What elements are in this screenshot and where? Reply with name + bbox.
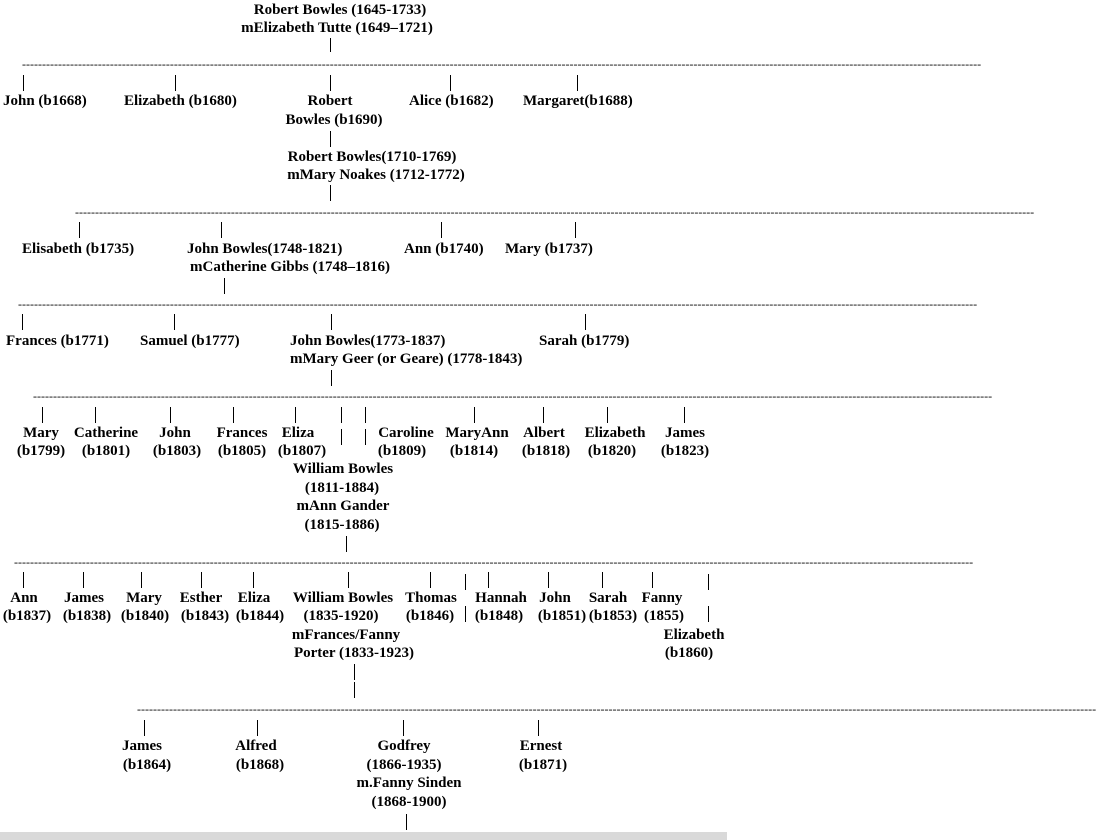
person-maryann-1814-name: MaryAnn (445, 425, 509, 441)
connector-line (575, 222, 576, 238)
connector-line (684, 407, 685, 423)
connector-line (430, 572, 431, 588)
connector-line (144, 720, 145, 736)
person-john-1668: John (b1668) (3, 93, 87, 109)
connector-line (346, 536, 347, 552)
person-esther-1843-born: (b1843) (180, 608, 230, 624)
person-robert-1690-line2: Bowles (b1690) (285, 112, 383, 128)
connector-line (474, 407, 475, 423)
sibling-bar-gen5: ------------------------------------------------------------------------------------------------------------------------------------------------------------------------------------------------------------------------------------------------ (33, 389, 993, 403)
connector-line (708, 574, 709, 590)
connector-line (174, 314, 175, 330)
person-ernest-1871-name: Ernest (519, 738, 563, 754)
person-thomas-1846-name: Thomas (405, 590, 457, 606)
person-godfrey-dates: (1866-1935) (366, 757, 442, 773)
person-alfred-1868-born: (b1868) (235, 757, 285, 773)
person-mary-1840-name: Mary (126, 590, 162, 606)
connector-line (548, 572, 549, 588)
person-james-1838-born: (b1838) (62, 608, 112, 624)
sibling-bar-gen4: ------------------------------------------------------------------------------------------------------------------------------------------------------------------------------------------------------------------------------------------------ (18, 297, 978, 311)
connector-line (354, 682, 355, 698)
connector-line (708, 606, 709, 622)
person-elizabeth-1680: Elizabeth (b1680) (124, 93, 237, 109)
connector-line (652, 572, 653, 588)
sibling-bar-gen3: ------------------------------------------------------------------------------------------------------------------------------------------------------------------------------------------------------------------------------------------------ (75, 205, 1035, 219)
spouse-fanny-sinden: m.Fanny Sinden (356, 775, 462, 791)
person-godfrey-name: Godfrey (377, 738, 431, 754)
person-frances-1805-born: (b1805) (217, 443, 267, 459)
person-john-1773: John Bowles(1773-1837) (290, 333, 446, 349)
person-hannah-1848-born: (b1848) (474, 608, 524, 624)
person-thomas-1846-born: (b1846) (405, 608, 455, 624)
connector-line (354, 664, 355, 680)
spouse-mary-noakes: mMary Noakes (1712-1772) (287, 167, 465, 183)
connector-line (233, 407, 234, 423)
person-ann-1837-name: Ann (10, 590, 38, 606)
person-john-1803-born: (b1803) (152, 443, 202, 459)
connector-line (330, 131, 331, 147)
person-eliza-1844-name: Eliza (237, 590, 271, 606)
person-john-1803-name: John (159, 425, 191, 441)
connector-line (441, 222, 442, 238)
connector-line (465, 606, 466, 622)
person-catherine-1801-name: Catherine (73, 425, 139, 441)
person-william-1835-name: William Bowles (292, 590, 394, 606)
connector-line (488, 572, 489, 588)
spouse-frances-fanny-porter: Porter (1833-1923) (293, 645, 415, 661)
person-fanny-1855-born: (1855) (644, 608, 684, 624)
connector-line (403, 720, 404, 736)
person-william-1811-name: William Bowles (292, 461, 394, 477)
person-john-1851-born: (b1851) (537, 608, 587, 624)
connector-line (42, 407, 43, 423)
person-fanny-1855-name: Fanny (641, 590, 683, 606)
sibling-bar-gen6: ------------------------------------------------------------------------------------------------------------------------------------------------------------------------------------------------------------------------------------------------ (14, 555, 974, 569)
connector-line (221, 222, 222, 238)
person-samuel-1777: Samuel (b1777) (140, 333, 240, 349)
connector-line (170, 407, 171, 423)
connector-line (22, 314, 23, 330)
connector-line (365, 407, 366, 423)
person-elizabeth-1820-born: (b1820) (587, 443, 637, 459)
person-margaret-1688: Margaret(b1688) (523, 93, 633, 109)
connector-line (201, 572, 202, 588)
spouse-ann-gander: mAnn Gander (296, 498, 390, 514)
connector-line (95, 407, 96, 423)
sibling-bar-gen7: ------------------------------------------------------------------------------------------------------------------------------------------------------------------------------------------------------------------------------------------------ (137, 702, 1096, 716)
person-caroline-1809-born: (b1809) (377, 443, 427, 459)
person-ernest-1871-born: (b1871) (518, 757, 568, 773)
spouse-mary-geer: mMary Geer (or Geare) (1778-1843) (290, 351, 523, 367)
connector-line (341, 429, 342, 445)
person-robert-1710: Robert Bowles(1710-1769) (287, 149, 457, 165)
person-albert-1818-name: Albert (523, 425, 565, 441)
person-william-1835-dates: (1835-1920) (303, 608, 379, 624)
person-mary-1799-born: (b1799) (16, 443, 66, 459)
person-john-1851-name: John (539, 590, 571, 606)
person-mary-1737: Mary (b1737) (505, 241, 593, 257)
person-john-1748: John Bowles(1748-1821) (187, 241, 343, 257)
connector-line (175, 75, 176, 91)
person-james-1864-born: (b1864) (122, 757, 172, 773)
person-caroline-1809-name: Caroline (378, 425, 434, 441)
person-sarah-1779: Sarah (b1779) (539, 333, 630, 349)
person-james-1823-born: (b1823) (660, 443, 710, 459)
connector-line (330, 75, 331, 91)
person-sarah-1853-name: Sarah (588, 590, 628, 606)
connector-line (79, 222, 80, 238)
person-maryann-1814-born: (b1814) (449, 443, 499, 459)
person-william-1811-dates: (1811-1884) (304, 480, 380, 496)
connector-line (607, 407, 608, 423)
gen1-person: Robert Bowles (1645-1733) (253, 2, 427, 18)
connector-line (585, 314, 586, 330)
person-james-1864-name: James (122, 738, 162, 754)
person-eliza-1807-born: (b1807) (277, 443, 327, 459)
connector-line (23, 75, 24, 91)
connector-line (365, 429, 366, 445)
person-eliza-1844-born: (b1844) (235, 608, 285, 624)
connector-line (577, 75, 578, 91)
connector-line (341, 407, 342, 423)
person-albert-1818-born: (b1818) (521, 443, 571, 459)
person-james-1823-name: James (665, 425, 705, 441)
connector-line (348, 572, 349, 588)
person-alice-1682: Alice (b1682) (409, 93, 494, 109)
connector-line (224, 278, 225, 294)
person-esther-1843-name: Esther (179, 590, 223, 606)
connector-line (253, 572, 254, 588)
connector-line (543, 407, 544, 423)
person-elisabeth-1735: Elisabeth (b1735) (22, 241, 135, 257)
person-elizabeth-1860-name: Elizabeth (663, 627, 725, 643)
spouse-fanny-sinden-dates: (1868-1900) (371, 794, 447, 810)
person-hannah-1848-name: Hannah (475, 590, 527, 606)
person-frances-1805-name: Frances (216, 425, 268, 441)
person-ann-1837-born: (b1837) (2, 608, 52, 624)
connector-line (450, 75, 451, 91)
spouse-frances-fanny: mFrances/Fanny (291, 627, 401, 643)
gen1-spouse: mElizabeth Tutte (1649–1721) (241, 20, 433, 36)
person-frances-1771: Frances (b1771) (6, 333, 109, 349)
connector-line (257, 720, 258, 736)
connector-line (331, 370, 332, 386)
connector-line (538, 720, 539, 736)
spouse-ann-gander-dates: (1815-1886) (304, 517, 380, 533)
person-ann-1740: Ann (b1740) (404, 241, 484, 257)
connector-line (331, 314, 332, 330)
connector-line (465, 574, 466, 590)
person-james-1838-name: James (64, 590, 104, 606)
person-robert-1690-line1: Robert (307, 93, 353, 109)
person-elizabeth-1820-name: Elizabeth (584, 425, 646, 441)
person-mary-1840-born: (b1840) (120, 608, 170, 624)
person-elizabeth-1860-born: (b1860) (664, 645, 714, 661)
connector-line (83, 572, 84, 588)
person-mary-1799-name: Mary (23, 425, 59, 441)
connector-line (602, 572, 603, 588)
connector-line (330, 185, 331, 201)
spouse-catherine-gibbs: mCatherine Gibbs (1748–1816) (190, 259, 390, 275)
person-catherine-1801-born: (b1801) (81, 443, 131, 459)
person-sarah-1853-born: (b1853) (588, 608, 638, 624)
person-alfred-1868-name: Alfred (235, 738, 277, 754)
sibling-bar-gen2: ------------------------------------------------------------------------------------------------------------------------------------------------------------------------------------------------------------------------------------------------ (22, 57, 982, 71)
connector-line (406, 814, 407, 830)
connector-line (141, 572, 142, 588)
bottom-scroll-edge (0, 832, 727, 840)
connector-line (330, 38, 331, 52)
person-eliza-1807-name: Eliza (281, 425, 315, 441)
connector-line (23, 572, 24, 588)
connector-line (295, 407, 296, 423)
